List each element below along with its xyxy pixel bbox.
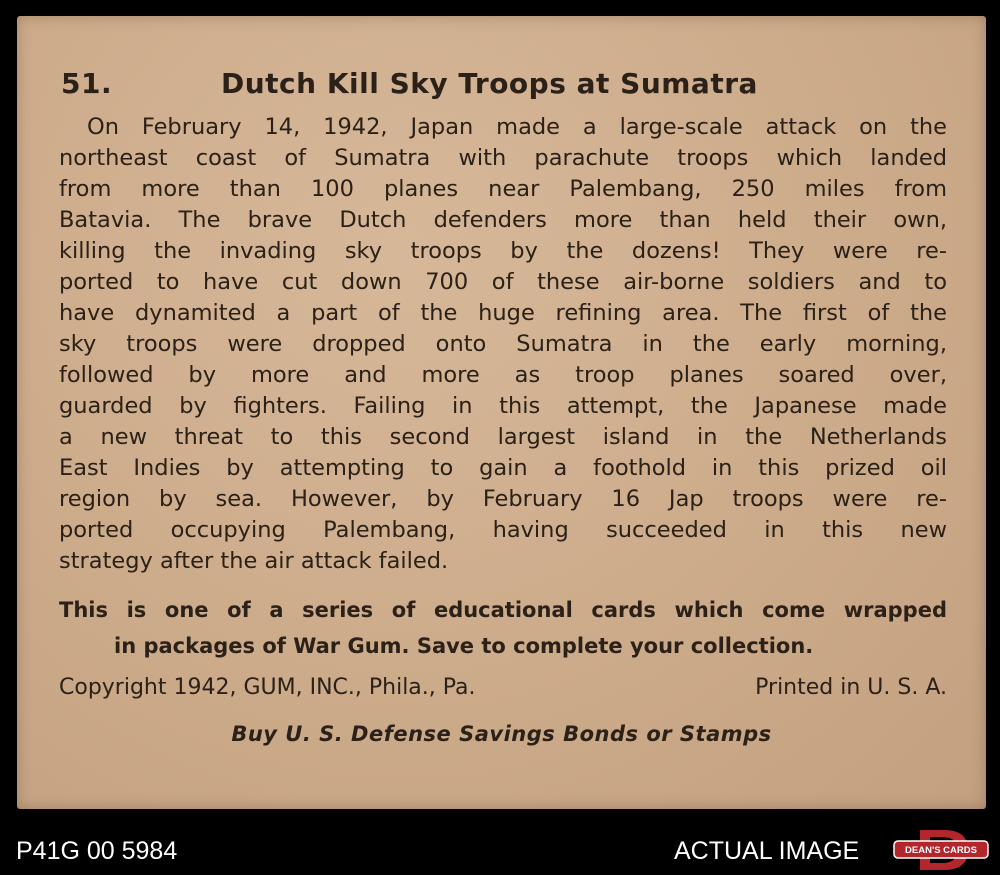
card-number: 51. <box>61 67 113 100</box>
card-headline: Dutch Kill Sky Troops at Sumatra <box>221 67 758 100</box>
body-line: followed by more and more as troop planes soared over, <box>59 362 947 388</box>
body-line: region by sea. However, by February 16 Jap troops were re- <box>59 486 947 512</box>
body-line: have dynamited a part of the huge refining area. The first of the <box>59 300 947 326</box>
body-line: ported occupying Palembang, having succeeded in this new <box>59 517 947 543</box>
body-line: On February 14, 1942, Japan made a large-scale attack on the <box>87 114 947 140</box>
printed-in-text: Printed in U. S. A. <box>755 675 947 700</box>
actual-image-label: ACTUAL IMAGE <box>674 837 860 865</box>
body-line: East Indies by attempting to gain a foothold in this prized oil <box>59 455 947 481</box>
body-line: from more than 100 planes near Palembang, 250 miles from <box>59 176 947 202</box>
caption-bar <box>0 826 1000 875</box>
series-note-line: This is one of a series of educational cards which come wrapped <box>59 598 947 622</box>
body-line: killing the invading sky troops by the dozens! They were re- <box>59 238 947 264</box>
body-line: sky troops were dropped onto Sumatra in the early morning, <box>59 331 947 357</box>
card-footer <box>59 670 947 706</box>
copyright-text: Copyright 1942, GUM, INC., Phila., Pa. <box>59 675 476 700</box>
body-line: a new threat to this second largest island in the Netherlands <box>59 424 947 450</box>
card-body <box>59 112 947 577</box>
cert-number: P41G 00 5984 <box>16 837 178 865</box>
body-line: northeast coast of Sumatra with parachute troops which landed <box>59 145 947 171</box>
body-line: strategy after the air attack failed. <box>59 548 449 574</box>
body-line: ported to have cut down 700 of these air-borne soldiers and to <box>59 269 947 295</box>
card-back <box>17 16 986 809</box>
buy-bonds-line: Buy U. S. Defense Savings Bonds or Stamps <box>231 722 772 746</box>
deans-cards-logo-icon <box>892 826 990 872</box>
card-title <box>61 64 961 104</box>
body-line: Batavia. The brave Dutch defenders more than held their own, <box>59 207 947 233</box>
series-note <box>59 592 947 664</box>
series-note-line: in packages of War Gum. Save to complete your collection. <box>114 634 814 658</box>
logo-text: DEAN'S CARDS <box>905 845 977 856</box>
body-line: guarded by fighters. Failing in this attempt, the Japanese made <box>59 393 947 419</box>
